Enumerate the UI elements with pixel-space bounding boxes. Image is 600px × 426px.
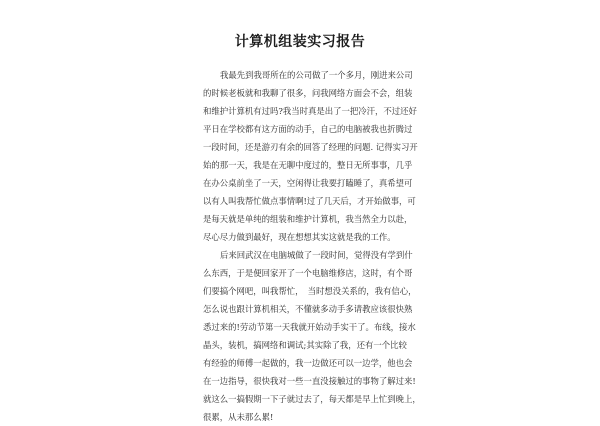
paragraph-line: 的时候老板就和我聊了很多，问我网络方面会不会，组装 [203, 88, 413, 98]
paragraph-line: 平日在学校都有这方面的动手，自己的电脑被我也折腾过 [203, 124, 413, 134]
paragraph-line: 们要搞个网吧，叫我帮忙， 当时想没关系的，我有信心， [203, 286, 417, 296]
paragraph-line: 怎么说也跟计算机相关，不懂就多动手多请教应该很快熟 [203, 304, 413, 314]
paragraph-line: 后来回武汉在电脑城做了一段时间，觉得没有学到什 [220, 250, 413, 260]
paragraph-line: 以有人叫我帮忙做点事情啊!过了几天后，才开始做事，可 [203, 196, 416, 206]
paragraph-line: 始的那一天，我是在无聊中度过的，整日无所事事，几乎 [203, 160, 413, 170]
paragraph-line: 和维护计算机有过吗?我当时真是出了一把冷汗，不过还好 [203, 106, 417, 116]
paragraph-line: 在办公桌前坐了一天，空闲得让我要打瞌睡了，真希望可 [203, 178, 413, 188]
paragraph-line: 在一边指导，很快我对一些一直没接触过的事物了解过来! [203, 376, 416, 386]
document-body [203, 66, 421, 426]
paragraph-line: 是每天就是单纯的组装和维护计算机，我当然全力以赴， [203, 214, 413, 224]
paragraph-line: 就这么一搞假期一下子就过去了，每天都是早上忙到晚上， [203, 394, 421, 404]
paragraph-line: 么东西，于是便回家开了一个电脑维修店，这时，有个哥 [203, 268, 413, 278]
paragraph-line: 我最先到我哥所在的公司做了一个多月，刚进来公司 [220, 70, 413, 80]
paragraph-line: 尽心尽力做到最好，现在想想其实这就是我的工作。 [203, 232, 396, 242]
page-title: 计算机组装实习报告 [234, 34, 366, 50]
paragraph-line: 很累，从未那么累! [203, 412, 274, 422]
paragraph-line: 有经验的师傅一起做的，我一边做还可以一边学，他也会 [203, 358, 413, 368]
paragraph-line: 晶头，装机，搞网络和调试;其实除了我，还有一个比较 [203, 340, 407, 350]
paragraph-line: 悉过来的!劳动节第一天我就开始动手实干了。布线，接水 [203, 322, 416, 332]
paragraph-line: 一段时间，还是游刃有余的回答了经理的问题. 记得实习开 [203, 142, 418, 152]
